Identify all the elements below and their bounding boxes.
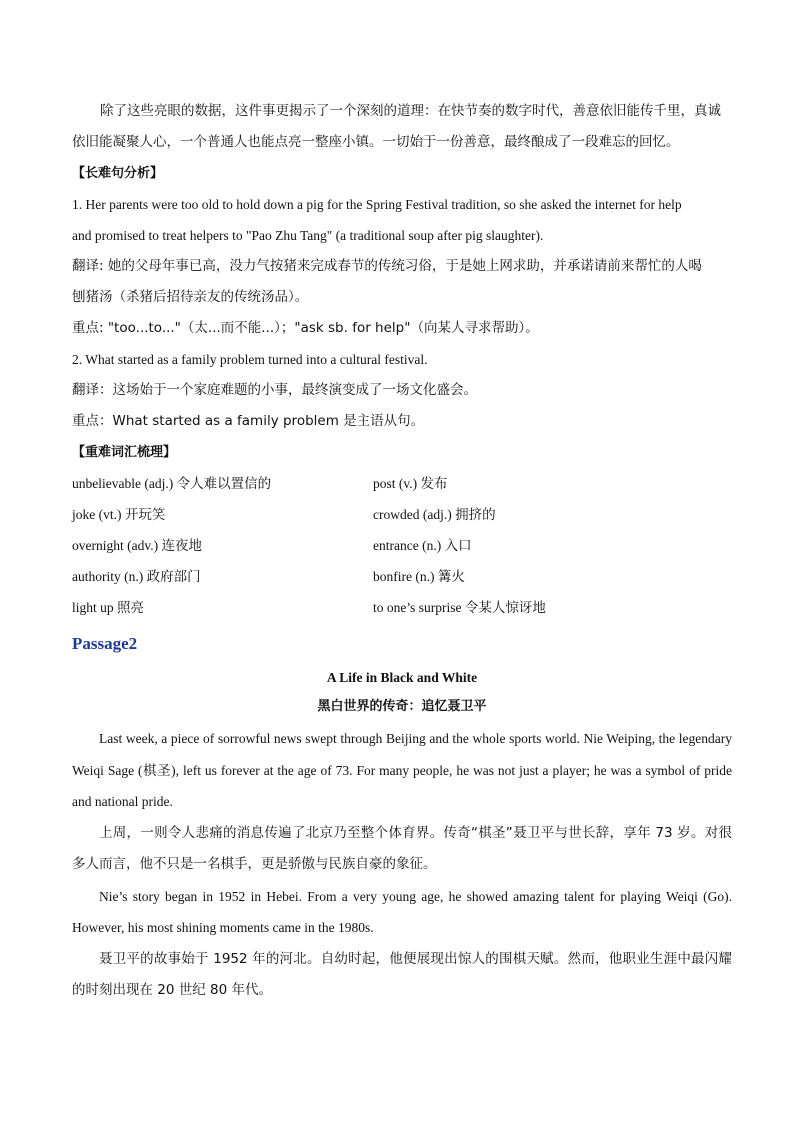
article-subtitle: 黑白世界的传奇：追忆聂卫平 xyxy=(317,699,487,714)
sentence-1-key-point: 重点: "too...to..."（太...而不能...）；"ask sb. for help"（向某人寻求帮助）。 xyxy=(72,320,539,336)
vocab-item: post (v.) 发布 xyxy=(373,476,448,491)
vocab-item: entrance (n.) 入口 xyxy=(373,538,472,553)
sentence-1-line-2: and promised to treat helpers to "Pao Zhu Tang" (a traditional soup after pig slaughter). xyxy=(72,228,544,243)
sentence-1-line-1: 1. Her parents were too old to hold down a pig for the Spring Festival tradition, so she asked the internet for help xyxy=(72,197,682,212)
sentence-2-line: 2. What started as a family problem turned into a cultural festival. xyxy=(72,352,428,367)
article-title: A Life in Black and White xyxy=(326,670,478,685)
long-sentence-heading: 【长难句分析】 xyxy=(72,166,164,181)
vocab-item: authority (n.) 政府部门 xyxy=(72,569,201,584)
passage-label: Passage2 xyxy=(72,634,138,653)
vocab-item: joke (vt.) 开玩笑 xyxy=(72,507,166,522)
sentence-1-translation-line-1: 翻译: 她的父母年事已高，没力气按猪来完成春节的传统习俗，于是她上网求助，并承诺请前来帮忙的人喝 xyxy=(72,258,702,274)
vocab-item: crowded (adj.) 拥挤的 xyxy=(373,507,496,522)
vocab-item: unbelievable (adj.) 令人难以置信的 xyxy=(72,476,272,491)
article-paragraph-3: Nie’s story began in 1952 in Hebei. From a very young age, he showed amazing talent for playing Weiqi (Go). However, his most shining moments came in the 1980s. xyxy=(72,888,732,935)
vocab-list xyxy=(72,468,732,623)
vocab-heading: 【重难词汇梳理】 xyxy=(72,445,177,460)
vocab-item: to one’s surprise 令某人惊讶地 xyxy=(373,600,546,615)
article-paragraph-1: Last week, a piece of sorrowful news swept through Beijing and the whole sports world. Nie Weiping, the legendary Weiqi Sage (棋圣), left us forever at the age of 73. For many people, he was not just a player; he was a symbol of pride and national pride. xyxy=(72,731,732,809)
article-paragraph-2: 上周，一则令人悲痛的消息传遍了北京乃至整个体育界。传奇“棋圣”聂卫平与世长辞，享年 73 岁。对很多人而言，他不只是一名棋手，更是骄傲与民族自豪的象征。 xyxy=(72,824,732,872)
sentence-2-key-point: 重点：What started as a family problem 是主语从句。 xyxy=(72,413,425,429)
vocab-item: light up 照亮 xyxy=(72,600,145,615)
sentence-2-translation: 翻译：这场始于一个家庭难题的小事，最终演变成了一场文化盛会。 xyxy=(72,382,477,398)
sentence-1-translation-line-2: 刨猪汤（杀猪后招待亲友的传统汤品）。 xyxy=(72,289,309,305)
article-paragraph-4: 聂卫平的故事始于 1952 年的河北。自幼时起，他便展现出惊人的围棋天赋。然而，他职业生涯中最闪耀的时刻出现在 20 世纪 80 年代。 xyxy=(72,950,732,998)
document-page xyxy=(72,96,732,1007)
vocab-item: bonfire (n.) 篝火 xyxy=(373,569,465,584)
intro-paragraph: 除了这些亮眼的数据，这件事更揭示了一个深刻的道理：在快节奏的数字时代，善意依旧能传千里，真诚依旧能凝聚人心，一个普通人也能点亮一整座小镇。一切始于一份善意，最终酿成了一段难忘的回忆。 xyxy=(72,103,721,150)
vocab-item: overnight (adv.) 连夜地 xyxy=(72,538,202,553)
